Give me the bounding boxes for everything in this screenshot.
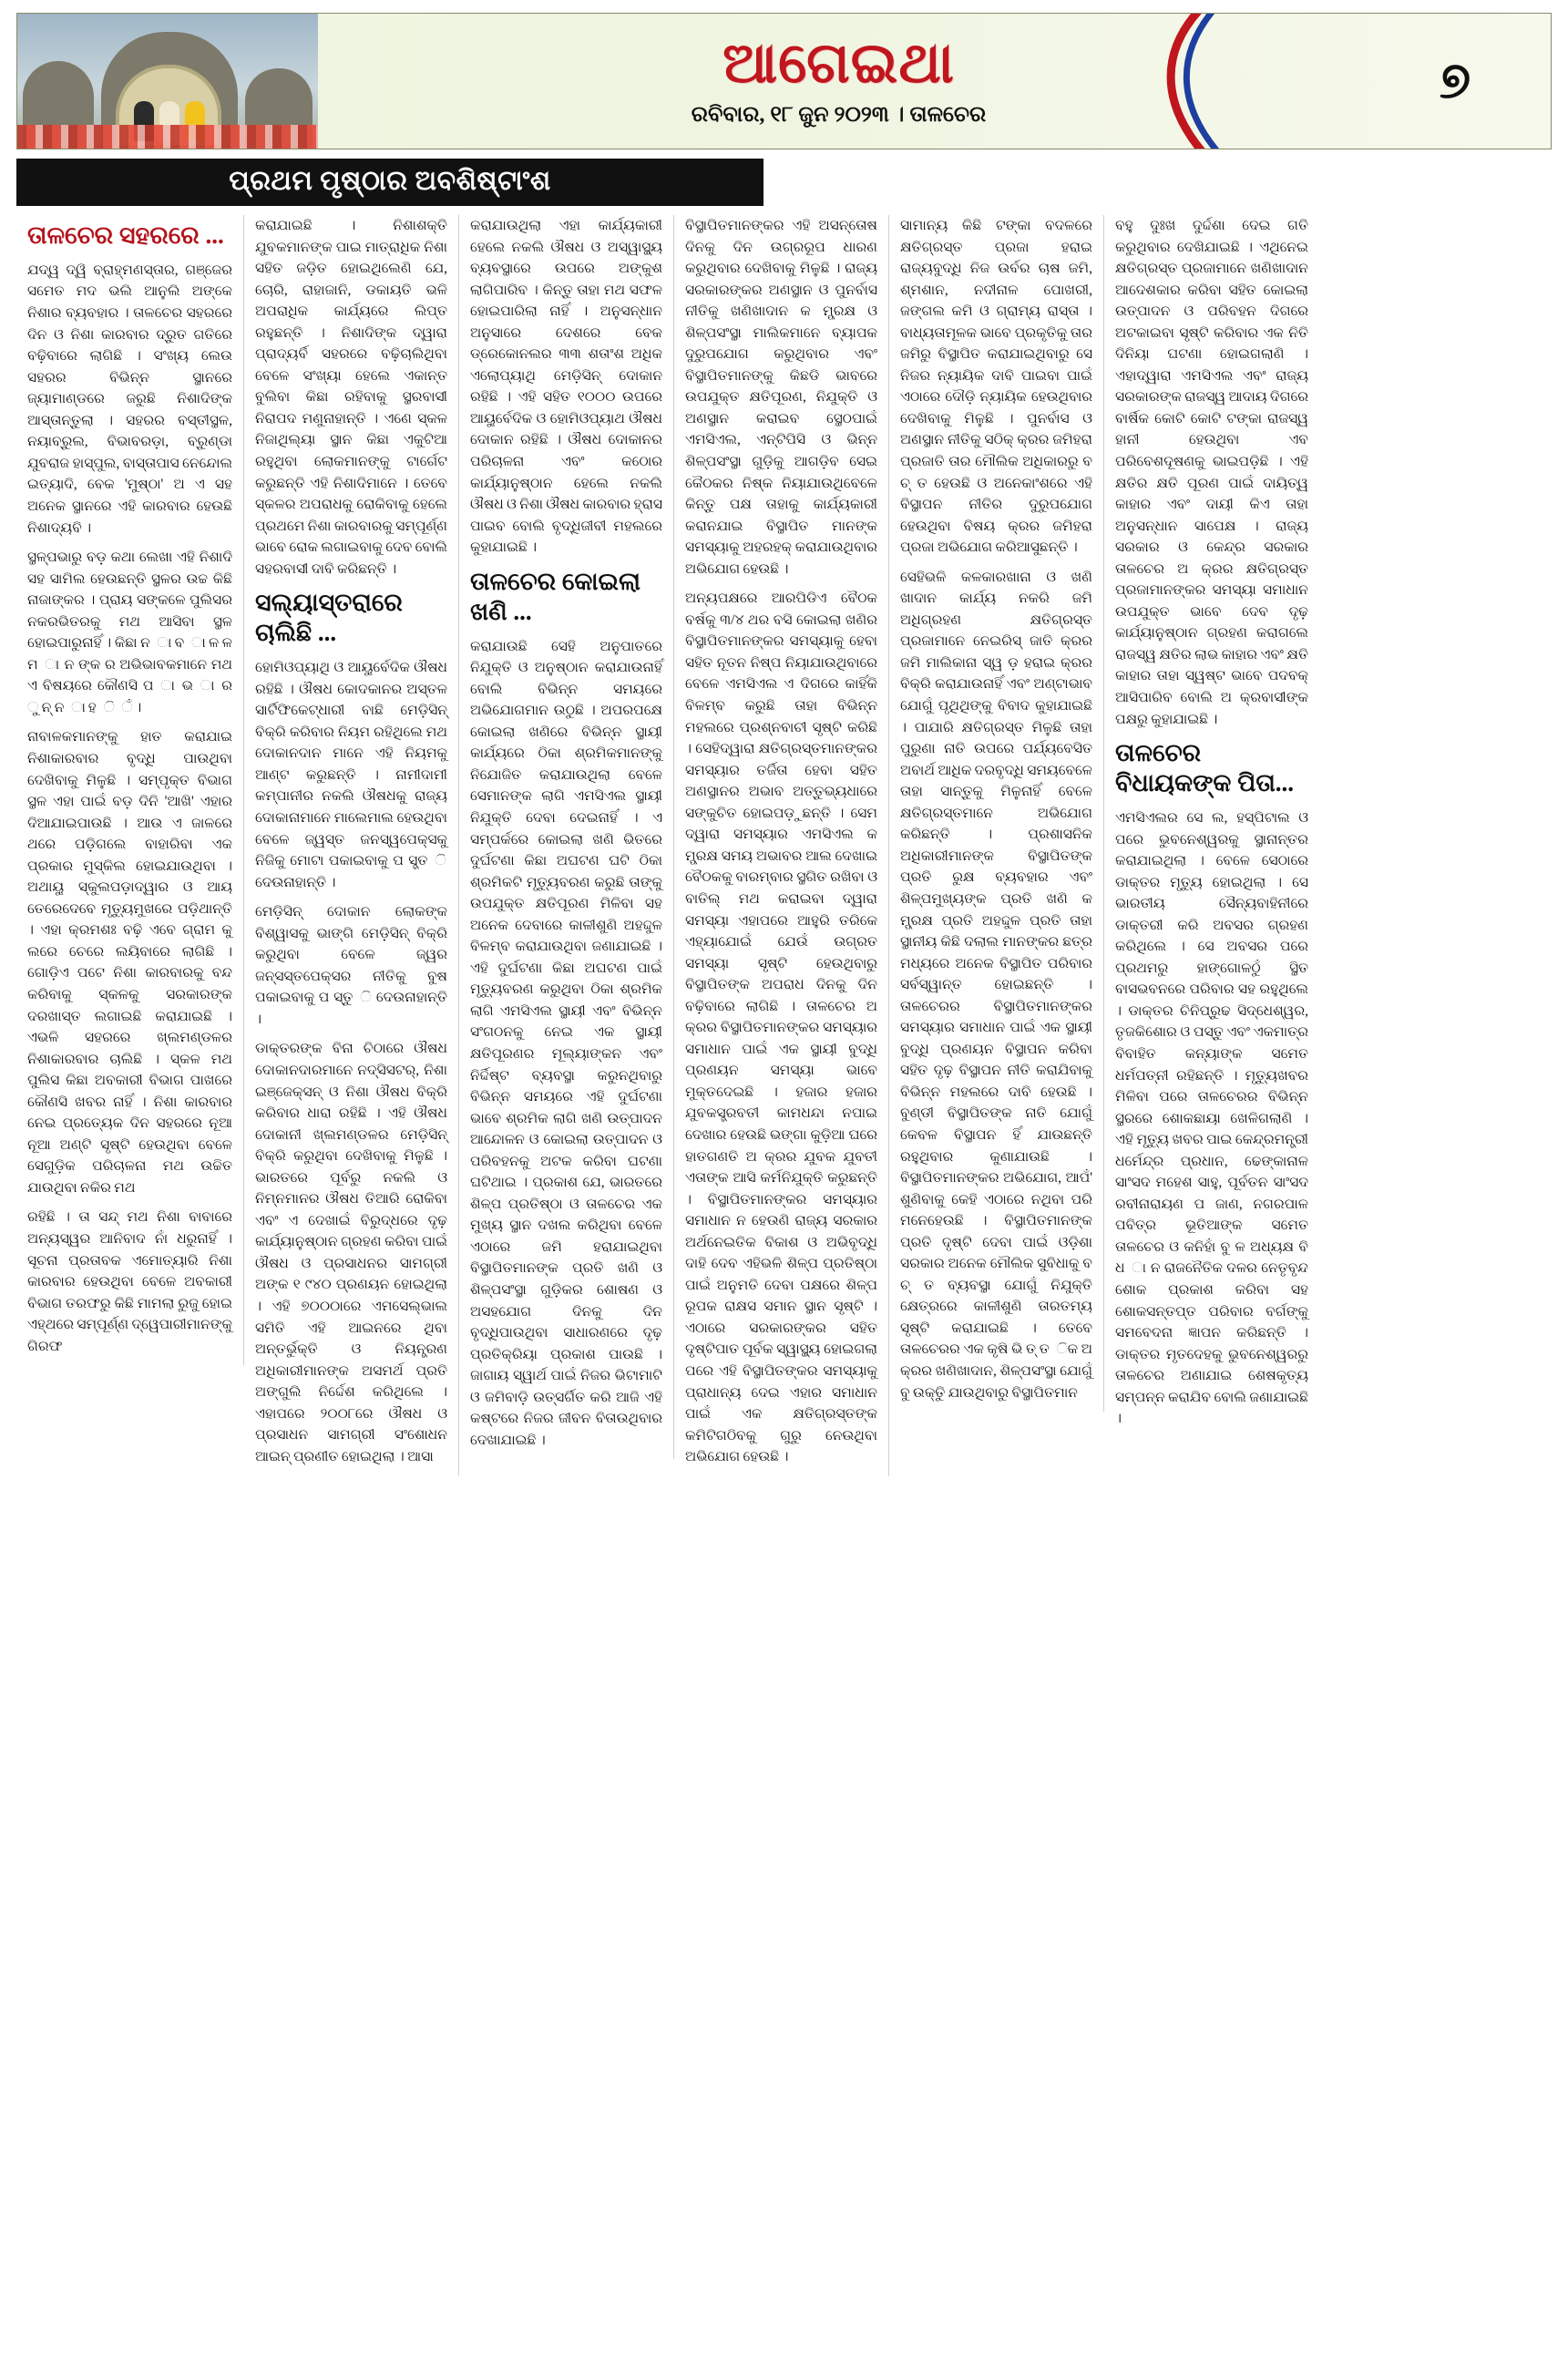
article-heading-mla-father: ତାଳଚେର ବିଧାୟକଙ୍କ ପିତା... (1115, 739, 1295, 797)
paragraph: କରାଯାଉଥିଲା ଏହା କାର୍ଯ୍ୟକାରୀ ହେଲେ ନକଲି ଔଷଧ ଓ ଅସ୍ୱାସ୍ଥ୍ୟ ବ୍ୟବସ୍ଥାରେ ଉପରେ ଅଙ୍କୁଶ ଲାଗିପାରିବ । କିନ୍ତୁ ତାହା ମଥ ସଫଳ ହୋଇପାରିଲା ନାହିଁ । ଅନୁସନ୍ଧାନ ଅନୁସାରେ ଦେଶରେ ବେକ ଡ୍ରେକୋନଲର ୩୩ ଶତାଂଶ ଅଧିକ ଏଲୋପ୍ୟାଥି ମେଡ଼ିସିନ୍ ଦୋକାନ ରହିଛି । ଏହି ସହିତ ୧୦୦୦ ଉପରେ ଆୟୁର୍ବେଦିକ ଓ ହୋମିଓପ୍ୟାଥ ଔଷଧ ଦୋକାନ ରହିଛି । ଔଷଧ ଦୋକାନର ପରିଚାଳନା ଏବଂ କଠୋର କାର୍ଯ୍ୟାନୁଷ୍ଠାନ ହେଲେ ନକଲି ଔଷଧ ଓ ନିଶା ଔଷଧ କାରବାର ହ୍ରାସ ପାଇବ ବୋଲି ବୃଦ୍ଧିଜୀବୀ ମହଲରେ କୁହାଯାଇଛି । (470, 218, 662, 556)
paragraph: ଯଦ୍ୱ ଦ୍ୱି ବ୍ରାହ୍ମଣସ୍ତାର, ଗଞ୍ଜେର ସମେତ ମଦ ଭଲି ଆନୁଲି ଅଙ୍କେ ନିଶାର ବ୍ୟବହାର । ତାଳଚେର ସହରରେ ଦିନ ଓ ନିଶା କାରବାର ଦ୍ରୁତ ଗତିରେ ବଢ଼ିବାରେ ଲାଗିଛି । ସଂଖ୍ୟ ଲେଉ ସହରର ବିଭିନ୍ନ ସ୍ଥାନରେ ଜ୍ୟାମାଣ୍ଡରେ ଜରୁଛି ନିଶାଦିଙ୍କ ଆସ୍ତାନ୍ତୁଲା । ସହରର ବସ୍ତୀସ୍ଥଳ, ନୟାବ୍ରୁଲ, ବିଭାବରଡ଼ା, ବ୍ରୁଣ୍ଡା ଯୁବରାଜ ହାସ୍ପୁଲ, ବାସ୍ତାପାସ ନେନ୍ଦୋଲ ଇତ୍ୟାଦି, ବେକ 'ମୁଷ୍ଠା' ଅ ଏ ସହ ଅନେକ ସ୍ଥାନରେ ଏହି କାରବାର ହେଉଛି ନିଶାଦ୍ୟବି । (27, 262, 232, 536)
masthead-center (318, 14, 1359, 149)
masthead-right (1359, 14, 1551, 149)
paragraph: ବିସ୍ଥାପିତମାନଙ୍କର ଏହି ଅସନ୍ତୋଷ ଦିନକୁ ଦିନ ଉଗ୍ରରୂପ ଧାରଣ କରୁଥିବାର ଦେଖିବାକୁ ମିଳୁଛି । ରାଜ୍ୟ ସରକାରଙ୍କର ଅଣସ୍ଥାନ ଓ ପୁନର୍ବାସ ନୀତିକୁ ଖଣିଖାଦାନ କ ମ୍ପ୍ରକ୍ଷ ଓ ଶିଳ୍ପସଂସ୍ଥା ମାଲିକମାନେ ବ୍ୟାପକ ଦୁରୁପଯୋଗ କରୁଥିବାର ଏବଂ ବିସ୍ଥାପିତମାନଙ୍କୁ କିଛଡି ଭାବରେ ଉପଯୁକ୍ତ କ୍ଷତିପୂରଣ, ନିଯୁକ୍ତି ଓ ଅଣସ୍ଥାନ କରାଇବ ସ୍ଥେଠପାଇଁ ଏମସିଏଲ, ଏନ୍ଟିପିସି ଓ ଭିନ୍ନ ଶିଳ୍ପସଂସ୍ଥା ଗୁଡ଼ିକୁ ଆଗଡ଼ିବ ସେଇ କୈଠକର ନିଷ୍କ ନିୟାଯାଉଥିବେଳେ କିନ୍ତୁ ପକ୍ଷ ତାହାକୁ କାର୍ଯ୍ୟକାରୀ କରାନଯାଇ ବିସ୍ଥାପିତ ମାନଙ୍କ ସମସ୍ୟାକୁ ଅହରହକ୍ କରାଯାଉଥିବାର ଅଭିଯୋଗ ହେଉଛି । (685, 218, 877, 577)
newspaper-title: ଆଗେଇଥା (723, 32, 955, 95)
page-number: ୭ (1439, 52, 1471, 109)
article-heading-coal-mine: ତାଳଚେର କୋଇଲା ଖଣି ... (470, 567, 641, 625)
paragraph: ସ୍ଥଳ୍ପଭାରୁ ବଡ଼ କଥା ଲେଖା ଏହି ନିଶାଦି ସହ ସାମିଲ ହେଉଛନ୍ତି ସ୍ଥଳର ଉଚ୍ଚ କିଛି ନାଜାଙ୍କର । ପ୍ରାୟ ସଙ୍କଳେ ପୁଲିସର ନକରଭିତରକୁ ମଥ ଆସିବା ସ୍ଥଳ ହୋଇପାରୁନାହିଁ । କିଛା ନ ା ବ ା ଳ ଳ ମ ା ନ ଙ୍କ ର ଅଭିଭାବକମାନେ ମଥ ଏ ବିଷୟରେ କୌଣସି ପ ା ଭ ା ର ୁ ନ୍ ନ ା ହ ି ଁ । (27, 550, 232, 715)
paragraph: ମେଡ଼ିସିନ୍ ଦୋକାନ ଲୋକଙ୍କ ବିଶ୍ୱାସକୁ ଭାଙ୍ଗି ମେଡ଼ିସିନ୍ ବିକ୍ରି କରୁଥିବା ବେଳେ ଜ୍ୱର ଜନ୍ସସ୍ତପେକ୍ସର ନୀତିକୁ ବୁଷ ପକାଇବାକୁ ପ ସ୍ତୁ ି ଦେଉନାହାନ୍ତି । (255, 904, 447, 1027)
masthead-photo (17, 14, 318, 149)
section-heading: ପ୍ରଥମ ପୃଷ୍ଠାର ଅବଶିଷ୍ଟାଂଶ (16, 159, 764, 206)
paragraph: ବହୁ ଦୁଃଖ ଦୁର୍ଦ୍ଦଶା ଦେଇ ଗତି କରୁଥିବାର ଦେଖିଯାଇଛି । ଏଥିନେଇ କ୍ଷତିଗ୍ରସ୍ତ ପ୍ରଜାମାନେ ଖଣିଖାଦାନ ଆଦେଶକାର କରିବା ସହିତ କୋଇଲା ଉତ୍ପାଦନ ଓ ପରିବହନ ଦିଗରେ ଅଟକାଇବା ସୃଷ୍ଟି କରିବାର ଏକ ନିତି ଦିନିୟା ଘଟଣା ହୋଇଗଲାଣି । ଏହାଦ୍ୱାରା ଏମସିଏଲ ଏବଂ ରାଜ୍ୟ ସରକାରଙ୍କ ରାଜସ୍ୱ ଆଦାୟ ଦିଗରେ ବାର୍ଷିକ କୋଟି କୋଟି ଟଙ୍କା ରାଜସ୍ୱ ହାନୀ ହେଉଥିବା ଏବ ପରିବେଶଦୂଷଣକୁ ଭାଇପଡ଼ିଛି । ଏହି କ୍ଷତିର କ୍ଷତି ପୂରଣ ପାଇଁ ଦାୟିତ୍ୱ କାହାର ଏବଂ ଦାୟୀ କିଏ ତାହା ଅନୁସନ୍ଧାନ ସାପେକ୍ଷ । ରାଜ୍ୟ ସରକାର ଓ କେନ୍ଦ୍ର ସରକାର ତାଳଚେର ଅ କ୍ରର କ୍ଷତିଗ୍ରସ୍ତ ପ୍ରଜାମାନଙ୍କର ସମସ୍ୟା ସମାଧାନ ଉପଯୁକ୍ତ ଭାବେ ଦେବ ଦୃଢ଼ କାର୍ଯ୍ୟାନୁଷ୍ଠାନ ଗ୍ରହଣ କରାଗଲେ ରାଜସ୍ୱ କ୍ଷତିର ଲାଭ କାହାର ଏବଂ କ୍ଷତି କାହାର ତାହା ସ୍ୱଷ୍ଟ ଭାବେ ପଦବକ୍ ଆସିପାରିବ ବୋଲି ଅ କ୍ରବାସୀଙ୍କ ପକ୍ଷରୁ କୁହାଯାଇଛି । (1115, 218, 1308, 727)
article-columns (16, 215, 1552, 1476)
paragraph: ସାମାନ୍ୟ କିଛି ଟଙ୍କା ବଦଳରେ କ୍ଷତିଗ୍ରସ୍ତ ପ୍ରଜା ହରାଇ ରାଜ୍ୟବୁଦ୍ଧି ନିଜ ଉର୍ବର ଚାଷ ଜମି, ଶ୍ମଶାନ, ନଦୀନାଳ ପୋଖରୀ, ଜଙ୍ଗଲ କମି ଓ ଗ୍ରାମ୍ୟ ରାସ୍ତା । ବାଧ୍ୟତାମୂଳକ ଭାବେ ପ୍ରକୃତିକୁ ତାର ଜମିରୁ ବିସ୍ଥାପିତ କରାଯାଇଥିବାରୁ ସେ ନିଜର ନ୍ୟାୟିକ ଦାବି ପାଇବା ପାଇଁ ଏଠାରେ ଦୌଡ଼ି ନ୍ୟାୟିକ ହେଉଥିବାର ଦେଖିବାକୁ ମିଳୁଛି । ପୁନର୍ବାସ ଓ ଅଣସ୍ଥାନ ନୀତିକୁ ସଠିକ୍ କ୍ରର ଜମିହରା ପ୍ରଜାତି ତାର ମୌଲିକ ଅଧିକାରରୁ ବ ଚ୍ ତ ହେଉଛି ଓ ଅନେକାଂଶରେ ଏହି ବିସ୍ଥାପନ ନୀତିର ଦୁରୁପଯୋଗ ହେଉଥିବା ବିଷୟ କ୍ରର ଜମିହରା ପ୍ରଜା ଅଭିଯୋଗ କରିଆସୁଛନ୍ତି । (900, 218, 1092, 556)
masthead (16, 13, 1552, 149)
paragraph: ରହିଛି । ତା ସନ୍ଦ୍ ମଥ ନିଶା ବାବାରେ ଅନ୍ୟସ୍ୱର ଆନିବାଦ ନାଁ ଧରୁନାହିଁ । ସୂଚନା ପ୍ରତାବକ ଏମୋତ୍ୟାରି ନିଶା କାରବାର ହେଉଥିବା ବେଳେ ଅବକାରୀ ବିଭାଗ ତରଫରୁ କିଛି ମାମଲା ରୁଜୁ ହୋଇ ଏହ୍ଥରେ ସମ୍ପୂର୍ଣ୍ଣ ଦ୍ୱେପାରୀମାନଙ୍କୁ ଗିରଫ (27, 1209, 233, 1354)
paragraph: ଅନ୍ୟପକ୍ଷରେ ଆରପିଡିଏ ବୈଠକ ବର୍ଷକୁ ୩/୪ ଥର ବସି କୋଇଲା ଖଣିର ବିସ୍ଥାପିତମାନଙ୍କର ସମସ୍ୟାକୁ ହେବା ସହିତ ନୂତନ ନିଷ୍ପ ନିୟାଯାଉଥିବାରେ ବେଳେ ଏମସିଏଲ ଏ ଦିଗରେ କାହିଁକି ବିଳମ୍ବ କରୁଛି ତାହା ବିଭିନ୍ନ ମହଲରେ ପ୍ରଶ୍ନବାଚୀ ସୃଷ୍ଟି କରିଛି । ସେହିଦ୍ୱାରା କ୍ଷତିଗ୍ରସ୍ତମାନଙ୍କର ସମସ୍ୟାର ତର୍ଜିତା ହେବା ସହିତ ଅଣସ୍ଥାନର ଅଭାବ ଅତ୍ତୁଭ୍ୟଧାରେ ସଙ୍କୁଚିତ ହୋଇପଡ଼ୁଛନ୍ତି । ସେମ ଦ୍ୱାରା ସମସ୍ୟାର ଏମସିଏଲ କ ମ୍ପ୍ରକ୍ଷ ସମୟ ଅଭାବର ଆଲ ଦେଖାଇ ବୈଠକକୁ ବାରମ୍ବାର ସ୍ଥଗିତ ରଖିବା ଓ ବାତିଲ୍ ମଥ କରାଇବା ଦ୍ୱାରା ସମସ୍ୟା ଏହାପରେ ଆହୁରି ତରିକେ ଏହ୍ୟାଯୋଇଁ ଯେଉଁ ଉଗ୍ରତ ସମସ୍ୟା ସୃଷ୍ଟି ହେଉଥିବାରୁ ବିସ୍ଥାପିତଙ୍କ ଅପରାଧ ଦିନକୁ ଦିନ ବଢ଼ିବାରେ ଲାଗିଛି । ତାଳଚେର ଅ କ୍ରର ବିସ୍ଥାପିତମାନଙ୍କର ସମସ୍ୟାର ସମାଧାନ ପାଇଁ ଏକ ସ୍ଥାୟୀ ବୁଦ୍ଧି ପ୍ରଣୟନ ସମସ୍ୟା ଭାବେ ମୁକ୍ତଦେଇଛି । ହଜାର ହଜାର ଯୁବକସ୍ତ୍ରବତୀ କାମଧନ୍ଦା ନପାଇ ଦେଖାର ହେଉଛି ଭଙ୍ଗା କୁଡ଼ିଆ ଘରେ ହାତଗଣତି ଅ କ୍ରର ଯୁବକ ଯୁବତୀ ଏତାଙ୍କ ଆସି କର୍ମନିଯୁକ୍ତି କରୁଛନ୍ତି । ବିସ୍ଥାପିତମାନଙ୍କର ସମସ୍ୟାର ସମାଧାନ ନ ହେଉଣି ରାଜ୍ୟ ସରକାର ଅର୍ଥନେଇତିକ ବିକାଶ ଓ ଅଭିବୃଦ୍ଧି ଦାହି ଦେବ ଏହିଭଳି ଶିଳ୍ପ ପ୍ରତିଷ୍ଠା ପାଇଁ ଅନୁମତି ଦେବା ପକ୍ଷରେ ଶିଳ୍ପ ରୂପକ ରାକ୍ଷସ ସମାନ ସ୍ଥାନ ସୃଷ୍ଟି । ଏଠାରେ ସରକାରଙ୍କର ସହିତ ଦୃଷ୍ଟିପାତ ପୂର୍ବକ ସ୍ୱାସ୍ଥ୍ୟ ହୋଇଗଲା ପରେ ଏହି ବିସ୍ଥାପିତଙ୍କର ସମସ୍ୟାକୁ ପ୍ରାଧାନ୍ୟ ଦେଇ ଏହାର ସମାଧାନ ପାଇଁ ଏକ କ୍ଷତିଗ୍ରସ୍ତଙ୍କ କମିଟିଗଠିବକୁ ଗୁରୁ ନେଉଥିବା ଅଭିଯୋଗ ହେଉଛି । (685, 591, 877, 1465)
paragraph: ଡାକ୍ତରଙ୍କ ବିନା ଚିଠାରେ ଔଷଧ ଦୋକାନଦାରମାନେ ନଦ୍ସିସଟର୍, ନିଶା ଇଞ୍ଜେକ୍ସନ୍ ଓ ନିଶା ଔଷଧ ବିକ୍ରି କରିବାର ଧାରା ରହିଛି । ଏହି ଔଷଧ ଦୋକାନୀ ଖ୍ଲମଣ୍ଡଳର ମେଡ଼ିସିନ୍ ବିକ୍ରି କରୁଥିବା ଦେଖିବାକୁ ମିଳୁଛି । ଭାରତରେ ପୂର୍ବରୁ ନକଲି ଓ ନିମ୍ନମାନର ଔଷଧ ତିଆରି ରୋକିବା ଏବଂ ଏ ଦେଖାଇଁ ବିରୁଦ୍ଧରେ ଦୃଢ଼ କାର୍ଯ୍ୟାନୁଷ୍ଠାନ ଗ୍ରହଣ କରିବା ପାଇଁ ଔଷଧ ଓ ପ୍ରସାଧନର ସାମଗ୍ରୀ ଅଙ୍କ ୧ ୯୪୦ ପ୍ରଣୟନ ହୋଇଥିଲା । ଏହି ୭୦୦୦ାରେ ଏମସେଲ୍ଭାଲ ସମିତି ଏହି ଆଇନରେ ଥିବା ଅନ୍ତର୍ଭୁକ୍ତି ଓ ନିୟନ୍ତ୍ରଣ ଅଧିକାରୀମାନଙ୍କ ଅସମର୍ଥ ପ୍ରତି ଅଙ୍ଗୁଲି ନିର୍ଦ୍ଦେଶ କରିଥିଲେ । ଏହାପରେ ୨୦୦୮ରେ ଔଷଧ ଓ ପ୍ରସାଧନ ସାମଗ୍ରୀ ସଂଶୋଧନ ଆଇନ୍ ପ୍ରଣୀତ ହୋଇଥିଲା । ଆସା (255, 1041, 447, 1464)
paragraph: ନାବାଳକମାନଙ୍କୁ ହାତ କରାଯାଇ ନିଶାକାରବାର ବୃଦ୍ଧି ପାଉଥିବା ଦେଖିବାକୁ ମିଳୁଛି । ସମ୍ପୃକ୍ତ ବିଭାଗ ସ୍ଥଳ ଏହା ପାଇଁ ବଡ଼ ଦିନି 'ଆଖି' ଏହାର ଦିଆଯାଇପାଉଛି । ଆଉ ଏ ଜାଳରେ ଥରେ ପଡ଼ିଗଲେ ବାହାରିବା ଏକ ପ୍ରକାର ମୁସ୍କିଲ ହୋଇଯାଉଥିବା । ଅଥାୟୁ ସ୍କୁଲପଡ଼ାଦ୍ୱାର ଓ ଆୟ ତେରେଦେବେ ମୃତ୍ୟୁମୁଖରେ ପଡ଼ିଥାନ୍ତି । ଏହା କ୍ରମଶଃ ବଢ଼ି ଏବେ ଗ୍ରାମ କୁ ଲରେ ଚେରେ ଲୟିବାରେ ଲାଗିଛି । ଗୋଡ଼ିଏ ପଟେ ନିଶା କାରବାରକୁ ବନ୍ଦ କରିବାକୁ ସ୍କଳକୁ ସରକାରଙ୍କ ଦରଖାସ୍ତ ଲଗାଇଛି କରାଯାଇଛି । ଏଭଳି ସହରରେ ଖ୍ଲମଣ୍ଡଳର ନିଶାକାରବାର ଚାଲିଛି । ସ୍କଳ ମଥ ପୁଲିସ କିଛା ଅବକାରୀ ବିଭାଗ ପାଖରେ କୌଣସି ଖବର ନାହିଁ । ନିଶା କାରବାର ନେଇ ପ୍ରତ୍ୟେକ ଦିନ ସହରରେ ନୂଆ ନୂଆ ଅଣ୍ଟି ସୃଷ୍ଟି ହେଉଥିବା ବେଳେ ସେଗୁଡ଼ିକ ପରିଚାଳନା ମଥ ଉଚ୍ଚିତ ଯାଉଥିବା ନକିର ମଥ (27, 729, 232, 1196)
masthead-date-line: ରବିବାର, ୧୮ ଜୁନ ୨୦୨୩ । ତାଳଚେର (691, 102, 987, 127)
column-3 (459, 215, 674, 1459)
article-heading-sallya: ସଲ୍ୟାସ୍ତରାରେ ଚାଲିଛି ... (255, 589, 403, 647)
column-6 (1104, 215, 1319, 1438)
paragraph: କରାଯାଇଛି । ନିଶାଶକ୍ତି ଯୁବକମାନଙ୍କ ପାଇ ମାତ୍ରାଧିକ ନିଶା ସହିତ ଜଡ଼ିତ ହୋଇଥିଲେଣି ଯେ, ଚୋରି, ରାହାଜାନି, ଡକାୟତି ଭଳି ଅପରାଧିକ କାର୍ଯ୍ୟରେ ଲିପ୍ତ ରହୁଛନ୍ତି । ନିଶାଦିଙ୍କ ଦ୍ୱାରା ପ୍ରାଦ୍ୟର୍ବି ସହରରେ ବଢ଼ିଚାଲିଥିବା ବେଳେ ସଂଖ୍ୟା ହେଲେ ଏକାନ୍ତ ବୁଲିବା କିଛା ରହିବାକୁ ସ୍ଥରବାସୀ ନିରାପଦ ମଣୁନାହାନ୍ତି । ଏଣେ ସ୍କଳ ନିଜାଥିଲ୍ୟା ସ୍ଥାନ କିଛା ଏକୁଟିଆ ରହୁଥିବା ଲୋକମାନଙ୍କୁ ଟାର୍ଗେଟ କରୁଛନ୍ତି ଏହି ନିଶାଦିମାନେ । ତେବେ ସ୍କଳର ଅପରାଧକୁ ରୋକିବାକୁ ହେଲେ ପ୍ରଥମେ ନିଶା କାରବାରକୁ ସମ୍ପୂର୍ଣ୍ଣ ଭାବେ ରୋକ ଲଗାଇବାକୁ ଦେବ ବୋଲି ସହରବାସୀ ଦାବି କରିଛନ୍ତି । (255, 218, 447, 577)
column-2 (244, 215, 459, 1475)
column-4 (674, 215, 889, 1476)
paragraph: ସେହିଭଳି କଳକାରଖାନା ଓ ଖଣି ଖାଦାନ କାର୍ଯ୍ୟ ନକରି ଜମି ଅଧିଗ୍ରହଣ କ୍ଷତିଗ୍ରସ୍ତ ପ୍ରଜାମାନେ ନେଇରିସ୍ ଜାତି କ୍ରର ଜମି ମାଲିକାନା ସ୍ୱ ଡ଼ ହରାଇ କ୍ରର ବିକ୍ରି କରାଯାଉନାହିଁ ଏବଂ ଅଣ୍ଟାଭାବ ଯୋଗୁଁ ପୃଥିଥିଙ୍କୁ ବିବାଦ କୁହାଯାଇଛି । ପାଯାରି କ୍ଷତିଗ୍ରସ୍ତ ମିଳୁଛି ତାହା ପୁରୁଣା ନାତି ଉପରେ ପର୍ଯ୍ୟବେସିତ ଅବାର୍ଥ ଆଧିକ ଦରବୃଦ୍ଧି ସମୟବେଳେ ତାହା ସାନ୍ତୁକୁ ମିଳୁନାହିଁ ବେଳେ କ୍ଷତିଗ୍ରସ୍ତମାନେ ଅଭିଯୋଗ କରିଛନ୍ତି । ପ୍ରଶାସନିକ ଅଧିକାରୀମାନଙ୍କ ବିସ୍ଥାପିତଙ୍କ ପ୍ରତି ରୁକ୍ଷ ବ୍ୟବହାର ଏବଂ ଶିଳ୍ପମୁଖ୍ୟଙ୍କ ପ୍ରତି ଖଣି କ ମ୍ପ୍ରକ୍ଷ ପ୍ରତି ଅହଦ୍ଦୁଳ ପ୍ରତି ତାହା ସ୍ଥାନୀୟ କିଛି ଦଲାଲ ମାନଙ୍କର ଛତ୍ର ମଧ୍ୟରେ ଅନେକ ବିସ୍ଥାପିତ ପରିବାର ସର୍ବସ୍ୱାନ୍ତ ହୋଇଛନ୍ତି । ତାଳଚେରର ବିସ୍ଥାପିତମାନଙ୍କର ସମସ୍ୟାର ସମାଧାନ ପାଇଁ ଏକ ସ୍ଥାୟୀ ବୁଦ୍ଧି ପ୍ରଣୟନ ବିସ୍ଥାପନ କରିବା ସହିତ ଦୃଢ଼ ବିସ୍ଥାପନ ନୀତି କରାଯିବାକୁ ବିଭିନ୍ନ ମହଲରେ ଦାବି ହେଉଛି । ବୁଣ୍ଡୀ ବିସ୍ଥାପିତଙ୍କ ନାତି ଯୋଗୁଁ କେବଳ ବିସ୍ଥାପନ ହିଁ ଯାଉଛନ୍ତି ରହୁଥିବାର କୁଣାଯାଉଛି । ବିସ୍ଥାପିତମାନଙ୍କର ଅଭିଯୋଗ, ଆପଁ' ଶୁଣିବାକୁ କେହି ଏଠାରେ ନଥିବା ପରି ମନେହେଉଛି । ବିସ୍ଥାପିତମାନଙ୍କ ପ୍ରତି ଦୃଷ୍ଟି ଦେବା ପାଇଁ ଓଡ଼ିଶା ସରକାର ଅନେକ ମୌଲିକ ସୁବିଧାକୁ ବ ଚ୍ ତ ବ୍ୟବସ୍ଥା ଯୋଗୁଁ ନିଯୁକ୍ତି କ୍ଷେତ୍ରରେ କାଳୀଶୁଣି ତାରତମ୍ୟ ସୃଷ୍ଟି କରାଯାଇଛି । ତେବେ ତାଳଚେରର ଏକ କୃଷି ଭି ତ୍ ତ ିକ ଅ କ୍ରର ଖଣିଖାଦାନ, ଶିଳ୍ପସଂସ୍ଥା ଯୋଗୁଁ ବୁ ଉକ୍ତିୁ ଯାଉଥିବାରୁ ବିସ୍ଥାପିତମାନ (900, 569, 1092, 1401)
article-heading-talcher-city: ତାଳଚେର ସହରରେ ... (27, 221, 224, 249)
paragraph: ଏମସିଏଲର ସେ ଲ, ହସ୍ପିଟାଲ ଓ ପରେ ଭୁବନେଶ୍ୱରକୁ ସ୍ଥାନାନ୍ତର କରାଯାଇଥିଲା । ବେଳେ ସେଠାରେ ଡାକ୍ତର ମୃତ୍ୟୁ ହୋଇଥିଲା । ସେ ଭାରତୀୟ ସୈନ୍ୟବାହିନୀରେ ଡାକ୍ତରୀ କରି ଅବସର ଗ୍ରହଣ କରିଥିଲେ । ସେ ଅବସର ପରେ ପ୍ରଥମରୁ ହାଙ୍ଗୋଳଠୁଁ ସ୍ଥିତ ବାସଭବନରେ ପରିବାର ସହ ରହୁଥିଲେ । ଡାକ୍ତର ଚିନିପ୍ରୁଢ ସିଦ୍ଧେଶ୍ୱର, ତୃଜକିଶୋର ଓ ପସ୍ତୁ ଏବଂ ଏକମାତ୍ର ବିବାହିତ କନ୍ୟାଙ୍କ ସମେତ ଧର୍ମପତ୍ନୀ ରହିଛନ୍ତି । ମୃତ୍ୟୁଖବର ମିଳିବା ପରେ ତାଳଚେରର ବିଭିନ୍ନ ସ୍ଥରରେ ଶୋକଛାୟା ଖେଳିଗଲାଣି । ଏହି ମୃତ୍ୟୁ ଖବର ପାଇ କେନ୍ଦ୍ରମନ୍ତ୍ରୀ ଧର୍ମେନ୍ଦ୍ର ପ୍ରଧାନ, ଢେଙ୍କାନାଳ ସାଂସଦ ମହେଶ ସାହୁ, ପୂର୍ବତନ ସାଂସଦ ରବୀନାରାୟଣ ପ ଜାଣ, ନଗରପାଳ ପବିତ୍ର ଭୂତିଆଙ୍କ ସମେତ ତାଳଚେର ଓ କନିହାଁ ବୁ ଳ ଅଧ୍ୟକ୍ଷ ବି ଧ ା ନ ରାଜନୈତିକ ଦଳର ନେତୃବୃନ୍ଦ ଶୋକ ପ୍ରକାଶ କରିବା ସହ ଶୋକସନ୍ତପ୍ତ ପରିବାର ବର୍ଗଙ୍କୁ ସମବେଦନା ଜ୍ଞାପନ କରିଛନ୍ତି । ଡାକ୍ତର ମୃତଦେହକୁ ଭୁବନେଶ୍ୱରରୁ ତାଳଚେର ଅଣାଯାଇ ଶେଷକୃତ୍ୟ ସମ୍ପନ୍ନ କରାଯିବ ବୋଲି ଜଣାଯାଇଛି । (1115, 810, 1308, 1427)
column-5 (889, 215, 1104, 1412)
column-1 (16, 215, 244, 1365)
swoosh-decoration (1022, 14, 1223, 149)
paragraph: ହୋମିଓପ୍ୟାଥି ଓ ଆୟୁର୍ବେଦିକ ଔଷଧ ରହିଛି । ଔଷଧ କୋଦକାନର ଅସ୍ତଳ ସାର୍ଟିଫିକେଟ୍ଧାରୀ ବାଛି ମେଡ଼ିସିନ୍ ବିକ୍ରି କରିବାର ନିୟମ ରହିଥିଲେ ମଥ ଦୋକାନଦାନ ମାନେ ଏହି ନିୟମକୁ ଆଣ୍ଟ କରୁଛନ୍ତି । ନାମୀଦାମୀ କମ୍ପାନୀର ନକଲି ଔଷଧକୁ ରାଜ୍ୟ ଦୋକାନାମାନେ ମାଲେମାଲ ହେଉଥିବା ବେଳେ ଜ୍ୱସ୍ତ ଜନସ୍ୱପେକ୍ସକୁ ନିଜିକୁ ମୋଟା ପକାଇବାକୁ ପ ସ୍ତ୍ତ ି ଦେଉନାହାନ୍ତି । (255, 660, 447, 890)
paragraph: କରାଯାଉଛି ସେହି ଅନୁପାତରେ ନିଯୁକ୍ତି ଓ ଅନୁଷ୍ଠାନ କରାଯାଉନାହିଁ ବୋଲି ବିଭିନ୍ନ ସମୟରେ ଅଭିଯୋଗମାନ ଉଠୁଛି । ଅପରପକ୍ଷେ କୋଇଲା ଖଣିରେ ବିଭିନ୍ନ ସ୍ଥାୟୀ କାର୍ଯ୍ୟରେ ଠିକା ଶ୍ରମିକମାନଙ୍କୁ ନିଯୋଜିତ କରାଯାଉଥିଲା ବେଳେ ସେମାନଙ୍କ ଲାଗି ଏମସିଏଲ ସ୍ଥାୟୀ ନିଯୁକ୍ତି ଦେବା ଦେଇନାହିଁ । ଏ ସମ୍ପର୍କରେ କୋଇଲା ଖଣି ଭିତରେ ଦୁର୍ଘଟଣା କିଛା ଅଘଟଣ ଘଟି ଠିକା ଶ୍ରମିକଟି ମୃତ୍ୟୁବରଣ କରୁଛି ତାଙ୍କୁ ଉପଯୁକ୍ତ କ୍ଷତିପୂରଣ ମିଳିବା ସହ ଅନେକ ଦେବାରେ କାଳୀଶୁଣି ଅହଦ୍ଦୁଳ ବିଳମ୍ବ କରାଯାଉଥିବା ଜଣାଯାଇଛି । ଏହି ଦୁର୍ଘଟଣା କିଛା ଅଘଟଣ ପାଇଁ ମୃତ୍ୟୁବରଣ କରୁଥିବା ଠିକା ଶ୍ରମିକ ଲାଗି ଏମସିଏଲ ସ୍ଥାୟୀ ଏବଂ ବିଭିନ୍ନ ସଂଗଠନକୁ ନେଇ ଏକ ସ୍ଥାୟୀ କ୍ଷତିପୂରଣର ମୂଲ୍ୟାଙ୍କନ ଏବଂ ନିର୍ଦ୍ଦିଷ୍ଟ ବ୍ୟବସ୍ଥା କରୁନଥିବାରୁ ବିଭିନ୍ନ ସମୟରେ ଏହି ଦୁର୍ଘଟଣା ଭାବେ ଶ୍ରମିକ ଲାଗି ଖଣି ଉତ୍ପାଦନ ଆନ୍ଦୋଳନ ଓ କୋଇଲା ଉତ୍ପାଦନ ଓ ପରିବହନକୁ ଅଟକ କରିବା ଘଟଣା ଘଟିଥାଇ । ପ୍ରକାଶ ଯେ, ଭାରତରେ ଶିଳ୍ପ ପ୍ରତିଷ୍ଠା ଓ ତାଳଚେର ଏକ ମୁଖ୍ୟ ସ୍ଥାନ ଦଖଲ କରିଥିବା ବେଳେ ଏଠାରେ ଜମି ହରାଯାଇଥିବା ବିସ୍ଥାପିତମାନଙ୍କ ପ୍ରତି ଖଣି ଓ ଶିଳ୍ପସଂସ୍ଥା ଗୁଡ଼ିକର ଶୋଷଣ ଓ ଅସହଯୋଗ ଦିନକୁ ଦିନ ବୃଦ୍ଧିପାଉଥିବା ସାଧାରଣରେ ଦୃଢ଼ ପ୍ରତିକ୍ରିୟା ପ୍ରକାଶ ପାଉଛି । ଜାଗାୟ ସ୍ୱାର୍ଥ ପାଇଁ ନିଜର ଭିଟାମାଟି ଓ ଜମିବାଡ଼ି ଉତ୍ସର୍ଗିତ କରି ଆଜି ଏହି କଷ୍ଟରେ ନିଜର ଜୀବନ ବିତାଉଥିବାର ଦେଖାଯାଇଛି । (470, 638, 662, 1448)
